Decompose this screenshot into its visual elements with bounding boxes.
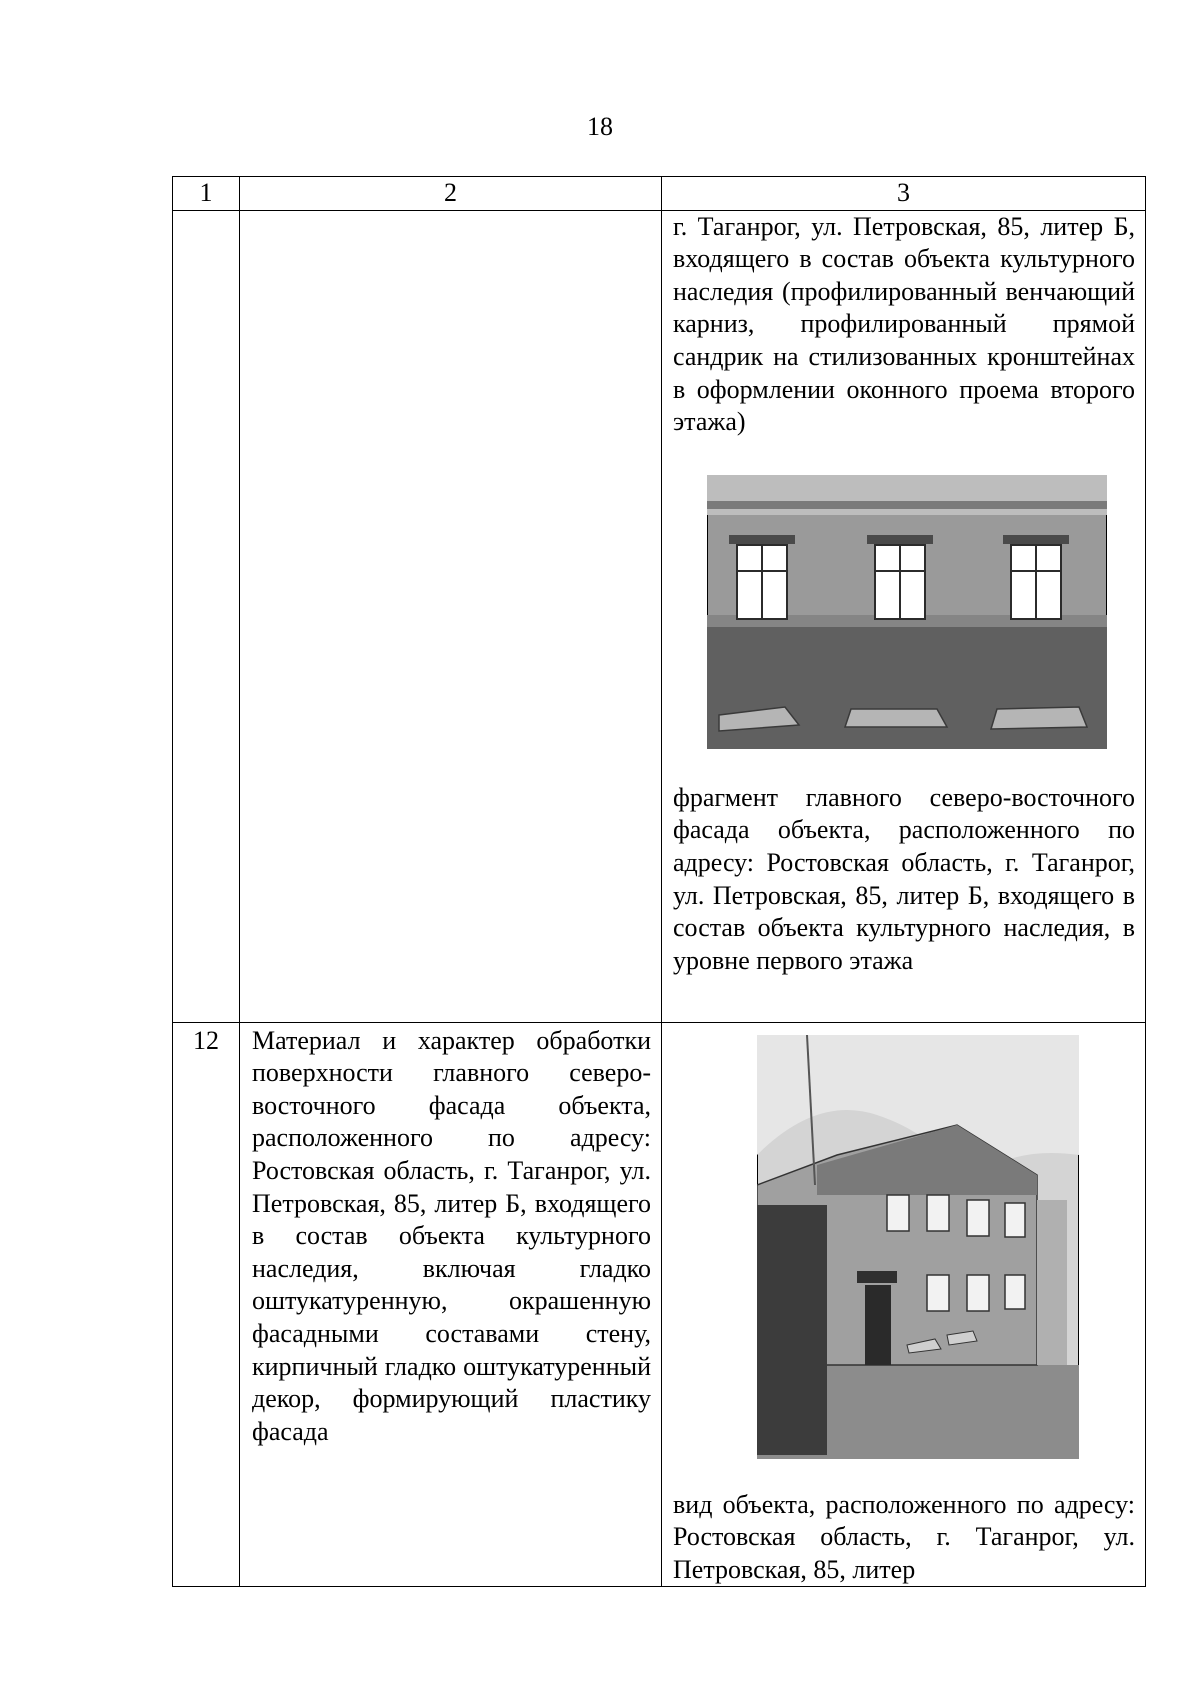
- row-number-cell: 12: [173, 1022, 240, 1587]
- facade-window-photo: [707, 475, 1107, 749]
- illustration-cell: [662, 1022, 1146, 1587]
- table-row: [173, 1022, 1146, 1587]
- illustration-cell: [662, 210, 1146, 1022]
- photo-caption-top: г. Таганрог, ул. Петровская, 85, литер Б, входящего в состав объекта культурного наследия (профилированный венчающий карниз, профилированный прямой сандрик на стилизованных кронштейнах в оформлении оконного проема второго этажа): [673, 211, 1135, 437]
- heritage-table: [172, 176, 1146, 1587]
- header-col-3: 3: [662, 177, 1146, 211]
- photo-caption-bottom: вид объекта, расположенного по адресу: Ростовская область, г. Таганрог, ул. Петровская, 85, литер: [673, 1489, 1135, 1584]
- table-row: [173, 210, 1146, 1022]
- header-col-1: 1: [173, 177, 240, 211]
- photo-caption-bottom: фрагмент главного северо-восточного фасада объекта, расположенного по адресу: Ростовская область, г. Таганрог, ул. Петровская, 85, литер Б, входящего в состав объекта культурного наследия, в уровне первого этажа: [673, 782, 1135, 975]
- description-cell: [240, 1022, 662, 1587]
- table-header-row: [173, 177, 1146, 211]
- page-number: 18: [587, 112, 613, 141]
- description-cell: [240, 210, 662, 1022]
- row-number-cell: [173, 210, 240, 1022]
- building-view-photo: [757, 1035, 1079, 1459]
- header-col-2: 2: [240, 177, 662, 211]
- description-text: Материал и характер обработки поверхности главного северо-восточного фасада объекта, расположенного по адресу: Ростовская область, г. Таганрог, ул. Петровская, 85, литер Б, входящего в состав объекта культурного наследия, включая гладко оштукатуренную, окрашенную фасадными составами стену, кирпичный гладко оштукатуренный декор, формирующий пластику фасада: [252, 1025, 651, 1446]
